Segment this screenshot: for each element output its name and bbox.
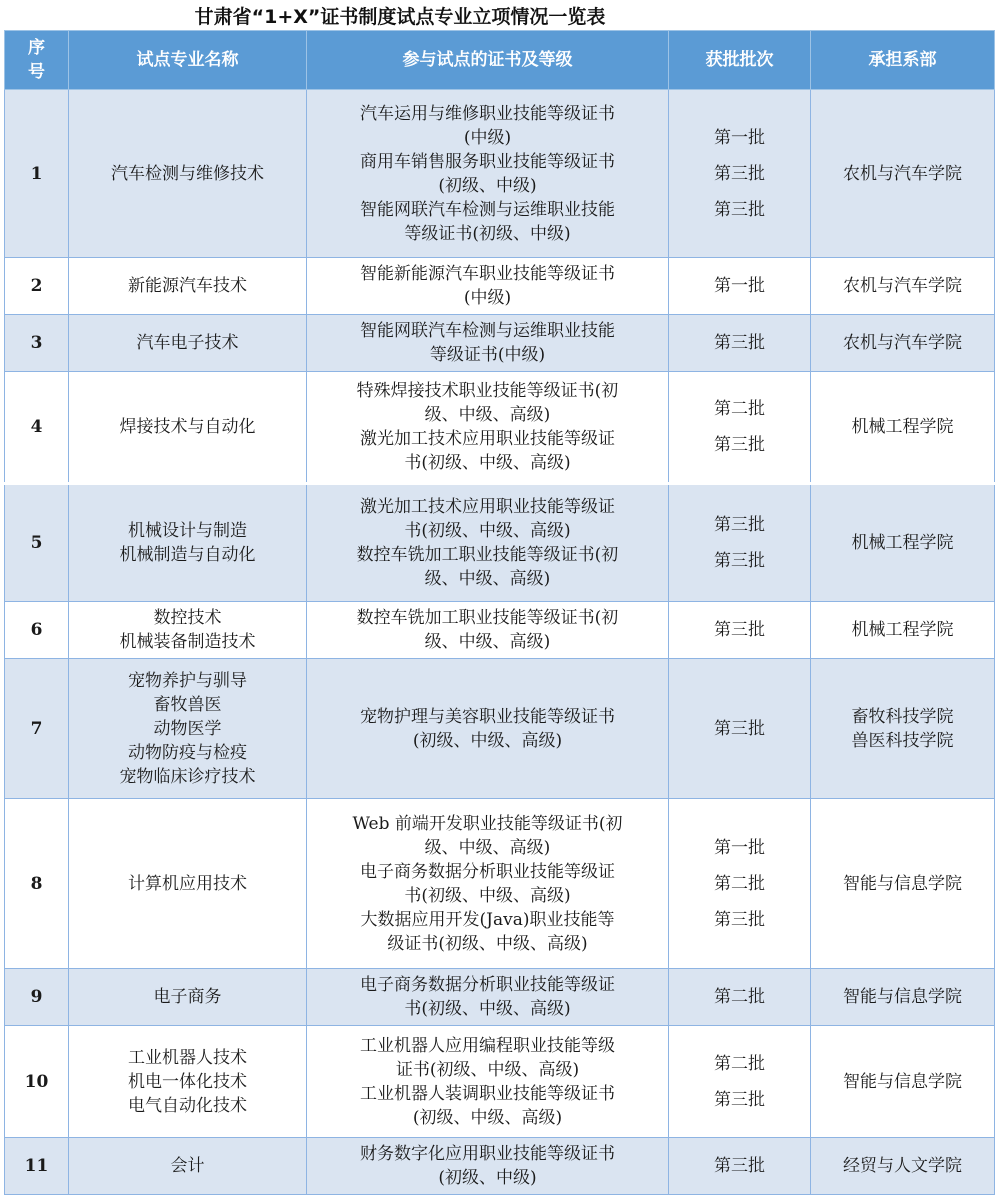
cert-line: (中级) <box>463 288 512 308</box>
batch-label: 第三批 <box>714 333 765 353</box>
cert-entry <box>313 1082 662 1130</box>
cell-dept <box>811 1026 995 1138</box>
batch-label: 第三批 <box>714 199 765 220</box>
cert-line: 书(初级、中级、高级) <box>404 885 571 906</box>
cert-entry <box>313 379 662 427</box>
cell-major <box>69 659 307 799</box>
major-name: 机械装备制造技术 <box>119 632 256 652</box>
batch-label: 第二批 <box>714 1053 765 1074</box>
dept-name: 畜牧科技学院 <box>851 706 954 727</box>
cell-major <box>69 258 307 315</box>
batch-label: 第三批 <box>714 435 765 455</box>
major-name: 工业机器人技术 <box>128 1047 247 1068</box>
cell-cert <box>307 799 669 969</box>
cell-cert <box>307 258 669 315</box>
cell-major <box>69 1138 307 1195</box>
major-name: 汽车电子技术 <box>136 333 239 353</box>
cell-cert <box>307 372 669 484</box>
batch-label: 第三批 <box>714 909 765 930</box>
batch-label: 第一批 <box>714 837 765 858</box>
cert-line: (初级、中级) <box>438 175 537 196</box>
cert-line: 工业机器人应用编程职业技能等级 <box>360 1035 615 1056</box>
table-row <box>5 659 995 799</box>
cell-no: 6 <box>5 602 69 659</box>
cell-cert <box>307 969 669 1026</box>
cert-line: 激光加工技术应用职业技能等级证 <box>360 497 615 517</box>
cell-dept <box>811 659 995 799</box>
major-name: 机械制造与自动化 <box>119 545 256 565</box>
dept-name: 机械工程学院 <box>851 417 954 437</box>
cell-dept <box>811 372 995 484</box>
cell-dept <box>811 969 995 1026</box>
major-name: 电子商务 <box>153 987 222 1007</box>
cert-line: (初级、中级、高级) <box>412 1107 563 1128</box>
cert-line: (初级、中级、高级) <box>412 730 563 751</box>
cert-entry <box>313 543 662 591</box>
cell-no: 1 <box>5 90 69 258</box>
cert-line: 数控车铣加工职业技能等级证书(初 <box>356 608 619 628</box>
batch-label: 第三批 <box>714 620 765 640</box>
table-row <box>5 258 995 315</box>
batch-label: 第一批 <box>714 276 765 296</box>
batch-label: 第三批 <box>714 1156 765 1176</box>
cell-major <box>69 484 307 602</box>
cert-entry <box>313 1142 662 1190</box>
cert-entry <box>313 1034 662 1082</box>
table-row <box>5 1026 995 1138</box>
cert-line: 级证书(初级、中级、高级) <box>387 933 588 954</box>
batch-label: 第二批 <box>714 987 765 1007</box>
cert-entry <box>313 812 662 860</box>
cert-line: 工业机器人装调职业技能等级证书 <box>360 1083 615 1104</box>
cell-batch <box>669 969 811 1026</box>
cert-line: Web 前端开发职业技能等级证书(初 <box>352 813 623 834</box>
dept-name: 农机与汽车学院 <box>843 276 962 296</box>
batch-label: 第三批 <box>714 551 765 571</box>
cert-entry <box>313 908 662 956</box>
cell-batch <box>669 372 811 484</box>
cert-line: (中级) <box>463 127 512 148</box>
major-name: 动物医学 <box>153 718 222 739</box>
table-row <box>5 484 995 602</box>
batch-label: 第三批 <box>714 163 765 184</box>
cert-line: 电子商务数据分析职业技能等级证 <box>360 861 615 882</box>
major-name: 宠物临床诊疗技术 <box>119 766 256 787</box>
major-name: 汽车检测与维修技术 <box>111 163 264 184</box>
header-cert: 参与试点的证书及等级 <box>307 31 669 90</box>
cell-dept <box>811 799 995 969</box>
cert-line: 电子商务数据分析职业技能等级证 <box>360 975 615 995</box>
cert-entry <box>313 150 662 198</box>
dept-name: 农机与汽车学院 <box>843 163 962 184</box>
cell-batch <box>669 602 811 659</box>
cell-batch <box>669 1138 811 1195</box>
dept-name: 智能与信息学院 <box>843 873 962 894</box>
cell-no: 5 <box>5 484 69 602</box>
dept-name: 智能与信息学院 <box>843 987 962 1007</box>
cert-entry <box>313 705 662 753</box>
cell-major <box>69 315 307 372</box>
major-name: 会计 <box>170 1156 205 1176</box>
cert-entry <box>313 262 662 310</box>
cert-line: 特殊焊接技术职业技能等级证书(初 <box>356 381 619 401</box>
major-name: 机电一体化技术 <box>128 1071 247 1092</box>
cell-no: 10 <box>5 1026 69 1138</box>
cert-line: 智能网联汽车检测与运维职业技能 <box>360 321 615 341</box>
cert-line: 大数据应用开发(Java)职业技能等 <box>360 909 615 930</box>
cert-line: 商用车销售服务职业技能等级证书 <box>360 151 615 172</box>
dept-name: 兽医科技学院 <box>851 730 954 751</box>
cell-no: 8 <box>5 799 69 969</box>
cell-no: 7 <box>5 659 69 799</box>
dept-name: 农机与汽车学院 <box>843 333 962 353</box>
dept-name: 机械工程学院 <box>851 533 954 553</box>
cell-major <box>69 602 307 659</box>
cell-dept <box>811 1138 995 1195</box>
cell-dept <box>811 602 995 659</box>
cell-dept <box>811 315 995 372</box>
header-major: 试点专业名称 <box>69 31 307 90</box>
cert-line: 书(初级、中级、高级) <box>404 521 571 541</box>
cell-dept <box>811 90 995 258</box>
cell-major <box>69 969 307 1026</box>
cert-line: 等级证书(初级、中级) <box>404 223 571 244</box>
header-no: 序号 <box>5 31 69 90</box>
batch-label: 第二批 <box>714 873 765 894</box>
table-row <box>5 799 995 969</box>
cell-cert <box>307 659 669 799</box>
major-name: 机械设计与制造 <box>128 521 247 541</box>
batch-label: 第三批 <box>714 718 765 739</box>
cert-entry <box>313 860 662 908</box>
cell-cert <box>307 484 669 602</box>
cert-line: 证书(初级、中级、高级) <box>395 1059 580 1080</box>
major-name: 电气自动化技术 <box>128 1095 247 1116</box>
cert-line: 等级证书(中级) <box>429 345 546 365</box>
header-dept: 承担系部 <box>811 31 995 90</box>
cell-batch <box>669 484 811 602</box>
document-title: 甘肃省“1+X”证书制度试点专业立项情况一览表 <box>194 6 606 28</box>
cert-entry <box>313 606 662 654</box>
cert-line: 激光加工技术应用职业技能等级证 <box>360 429 615 449</box>
cell-cert <box>307 1026 669 1138</box>
pilot-majors-table <box>4 30 995 1195</box>
cert-line: 数控车铣加工职业技能等级证书(初 <box>356 545 619 565</box>
cell-batch <box>669 659 811 799</box>
cert-line: (初级、中级) <box>438 1168 537 1188</box>
cell-major <box>69 372 307 484</box>
cert-entry <box>313 102 662 150</box>
major-name: 新能源汽车技术 <box>128 276 247 296</box>
cert-line: 书(初级、中级、高级) <box>404 453 571 473</box>
table-row <box>5 969 995 1026</box>
cell-batch <box>669 258 811 315</box>
table-header <box>5 31 995 90</box>
cell-batch <box>669 315 811 372</box>
major-name: 宠物养护与驯导 <box>128 670 247 691</box>
cert-line: 级、中级、高级) <box>424 632 551 652</box>
cell-dept <box>811 484 995 602</box>
header-row <box>5 31 995 90</box>
cell-batch <box>669 1026 811 1138</box>
cert-entry <box>313 319 662 367</box>
header-batch: 获批批次 <box>669 31 811 90</box>
batch-label: 第三批 <box>714 515 765 535</box>
cert-line: 汽车运用与维修职业技能等级证书 <box>360 103 615 124</box>
table-body <box>5 90 995 1195</box>
table-row <box>5 90 995 258</box>
cell-no: 11 <box>5 1138 69 1195</box>
dept-name: 智能与信息学院 <box>843 1071 962 1092</box>
cell-batch <box>669 90 811 258</box>
table-row <box>5 315 995 372</box>
batch-label: 第一批 <box>714 127 765 148</box>
cell-cert <box>307 90 669 258</box>
table-row <box>5 602 995 659</box>
cell-batch <box>669 799 811 969</box>
dept-name: 经贸与人文学院 <box>843 1156 962 1176</box>
cert-line: 级、中级、高级) <box>424 569 551 589</box>
cell-dept <box>811 258 995 315</box>
cell-cert <box>307 602 669 659</box>
dept-name: 机械工程学院 <box>851 620 954 640</box>
cell-no: 9 <box>5 969 69 1026</box>
cert-entry <box>313 495 662 543</box>
table-row <box>5 1138 995 1195</box>
batch-label: 第三批 <box>714 1089 765 1110</box>
cert-line: 书(初级、中级、高级) <box>404 999 571 1019</box>
major-name: 畜牧兽医 <box>153 694 222 715</box>
major-name: 焊接技术与自动化 <box>119 417 256 437</box>
cell-no: 4 <box>5 372 69 484</box>
cert-entry <box>313 427 662 475</box>
cert-line: 财务数字化应用职业技能等级证书 <box>360 1144 615 1164</box>
major-name: 数控技术 <box>153 608 222 628</box>
major-name: 计算机应用技术 <box>128 873 247 894</box>
cell-major <box>69 90 307 258</box>
cert-line: 宠物护理与美容职业技能等级证书 <box>360 706 615 727</box>
cert-line: 智能网联汽车检测与运维职业技能 <box>360 199 615 220</box>
cell-major <box>69 799 307 969</box>
cert-entry <box>313 198 662 246</box>
cell-cert <box>307 315 669 372</box>
table-row <box>5 372 995 484</box>
cert-line: 智能新能源汽车职业技能等级证书 <box>360 264 615 284</box>
cell-major <box>69 1026 307 1138</box>
major-name: 动物防疫与检疫 <box>128 742 247 763</box>
cert-line: 级、中级、高级) <box>424 837 551 858</box>
cell-no: 2 <box>5 258 69 315</box>
cert-line: 级、中级、高级) <box>424 405 551 425</box>
batch-label: 第二批 <box>714 399 765 419</box>
cell-no: 3 <box>5 315 69 372</box>
cert-entry <box>313 973 662 1021</box>
cell-cert <box>307 1138 669 1195</box>
